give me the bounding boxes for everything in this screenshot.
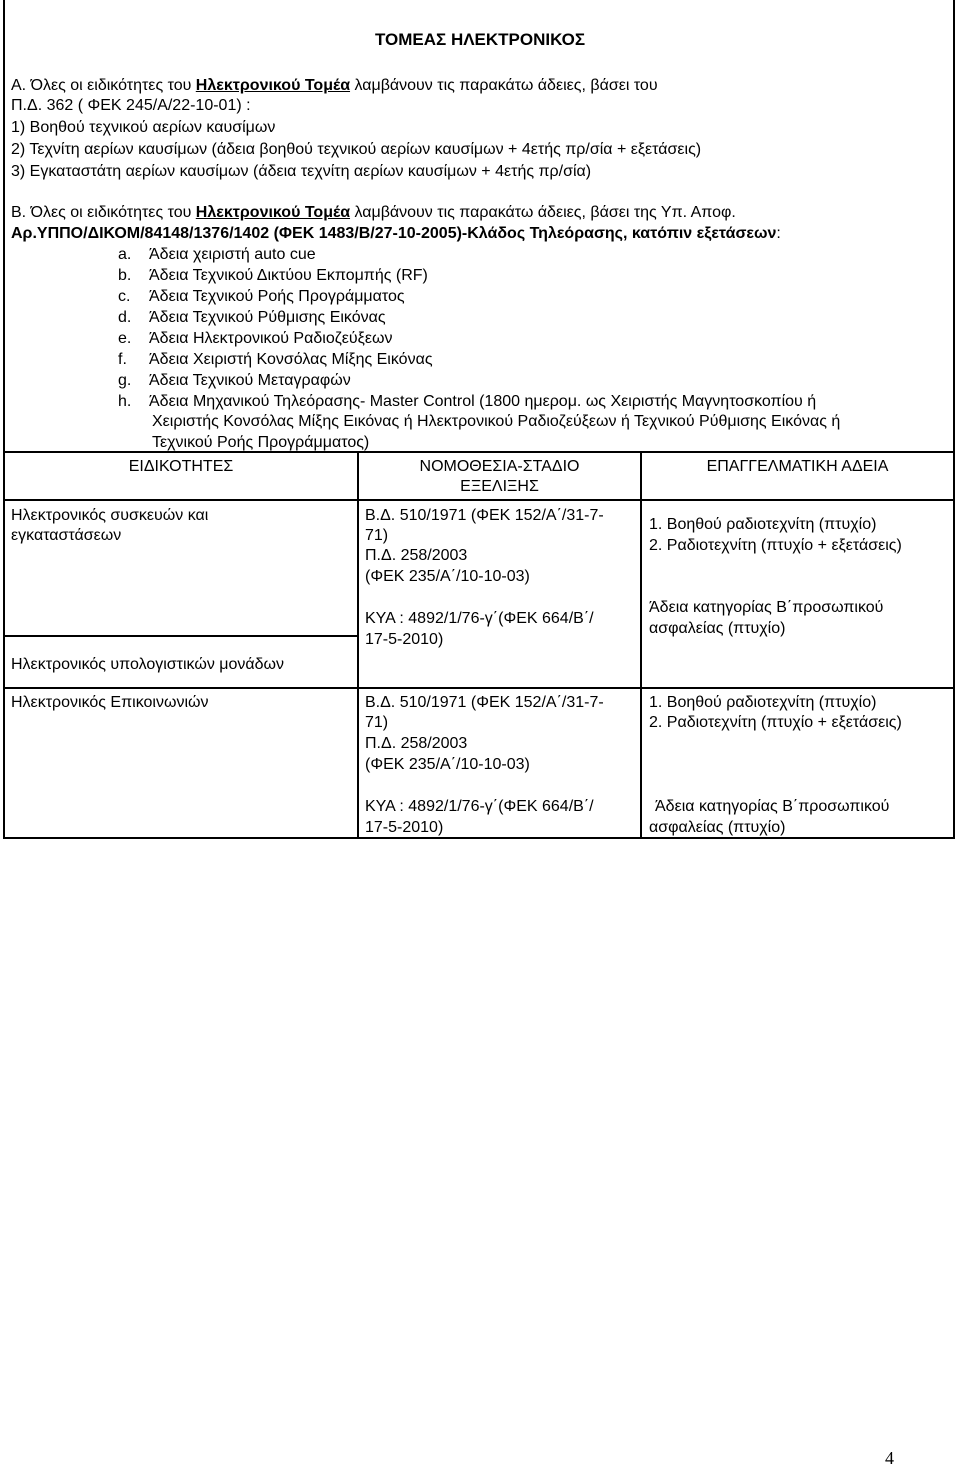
legislation-line: (ΦΕΚ 235/Α΄/10-10-03) bbox=[365, 568, 530, 585]
header-legislation-cont: ΕΞΕΛΙΞΗΣ bbox=[460, 478, 539, 495]
license-line: 1. Βοηθού ραδιοτεχνίτη (πτυχίο) bbox=[649, 516, 877, 533]
table-col-divider bbox=[357, 451, 359, 839]
table-header-divider bbox=[3, 499, 955, 501]
legislation-line: ΚΥΑ : 4892/1/76-γ΄(ΦΕΚ 664/Β΄/ bbox=[365, 610, 594, 627]
header-license: ΕΠΑΓΓΕΛΜΑΤΙΚΗ ΑΔΕΙΑ bbox=[706, 458, 889, 475]
license-line: Άδεια κατηγορίας Β΄προσωπικού bbox=[655, 798, 890, 815]
license-line: ασφαλείας (πτυχίο) bbox=[649, 819, 786, 836]
section-a-item: 1) Βοηθού τεχνικού αερίων καυσίμων bbox=[11, 119, 276, 136]
license-list-item: h. Άδεια Μηχανικού Τηλεόρασης- Master Control (1800 ημερομ. ως Χειριστής Μαγνητοσκοπίου ή bbox=[118, 393, 817, 410]
page-number: 4 bbox=[885, 1448, 894, 1468]
legislation-line: (ΦΕΚ 235/Α΄/10-10-03) bbox=[365, 756, 530, 773]
license-line: Άδεια κατηγορίας Β΄προσωπικού bbox=[649, 599, 884, 616]
legislation-line: 71) bbox=[365, 714, 389, 731]
legislation-line: Β.Δ. 510/1971 (ΦΕΚ 152/Α΄/31-7- bbox=[365, 507, 604, 524]
specialty-cell: Ηλεκτρονικός Επικοινωνιών bbox=[11, 694, 209, 711]
license-list-item: c. Άδεια Τεχνικού Ροής Προγράμματος bbox=[118, 288, 405, 305]
table-border-left bbox=[3, 451, 5, 839]
section-a-law: Π.Δ. 362 ( ΦΕΚ 245/Α/22-10-01) : bbox=[11, 97, 251, 114]
table-border-right bbox=[953, 451, 955, 839]
license-list-item: g. Άδεια Τεχνικού Μεταγραφών bbox=[118, 372, 351, 389]
specialty-cell-cont: εγκαταστάσεων bbox=[11, 527, 122, 544]
license-line: 2. Ραδιοτεχνίτη (πτυχίο + εξετάσεις) bbox=[649, 537, 902, 554]
license-list-item: f. Άδεια Χειριστή Κονσόλας Μίξης Εικόνας bbox=[118, 351, 433, 368]
license-list-item-continuation: Χειριστής Κονσόλας Μίξης Εικόνας ή Ηλεκτρονικού Ραδιοζεύξεων ή Τεχνικού Ρύθμισης Εικόνας ή bbox=[152, 413, 841, 430]
license-list-item-continuation: Τεχνικού Ροής Προγράμματος) bbox=[152, 434, 370, 451]
section-b-intro: Β. Όλες οι ειδικότητες του Ηλεκτρονικού Τομέα λαμβάνουν τις παρακάτω άδειες, βάσει της Υπ. Αποφ. bbox=[11, 204, 736, 221]
page-title: ΤΟΜΕΑΣ ΗΛΕΚΤΡΟΝΙΚΟΣ bbox=[374, 30, 586, 49]
legislation-line: ΚΥΑ : 4892/1/76-γ΄(ΦΕΚ 664/Β΄/ bbox=[365, 798, 594, 815]
table-subrow-divider bbox=[3, 635, 359, 637]
license-table bbox=[3, 451, 955, 839]
license-list-item: e. Άδεια Ηλεκτρονικού Ραδιοζεύξεων bbox=[118, 330, 393, 347]
legislation-line: Β.Δ. 510/1971 (ΦΕΚ 152/Α΄/31-7- bbox=[365, 694, 604, 711]
legislation-line: 71) bbox=[365, 527, 389, 544]
table-col-divider bbox=[640, 451, 642, 839]
section-b-decision: Αρ.ΥΠΠΟ/ΔΙΚΟΜ/84148/1376/1402 (ΦΕΚ 1483/Β/27-10-2005)-Κλάδος Τηλεόρασης, κατόπιν εξετάσεων: bbox=[11, 225, 781, 242]
license-list-item: d. Άδεια Τεχνικού Ρύθμισης Εικόνας bbox=[118, 309, 386, 326]
sector-link: Ηλεκτρονικού Τομέα bbox=[195, 77, 351, 94]
specialty-cell: Ηλεκτρονικός συσκευών και bbox=[11, 507, 209, 524]
license-line: 2. Ραδιοτεχνίτη (πτυχίο + εξετάσεις) bbox=[649, 714, 902, 731]
license-line: ασφαλείας (πτυχίο) bbox=[649, 620, 786, 637]
header-specialty: ΕΙΔΙΚΟΤΗΤΕΣ bbox=[128, 458, 234, 475]
legislation-line: Π.Δ. 258/2003 bbox=[365, 735, 468, 752]
license-list-item: b. Άδεια Τεχνικού Δικτύου Εκπομπής (RF) bbox=[118, 267, 428, 284]
legislation-line: 17-5-2010) bbox=[365, 819, 444, 836]
legislation-line: 17-5-2010) bbox=[365, 631, 444, 648]
license-line: 1. Βοηθού ραδιοτεχνίτη (πτυχίο) bbox=[649, 694, 877, 711]
specialty-cell: Ηλεκτρονικός υπολογιστικών μονάδων bbox=[11, 656, 285, 673]
license-list-item: a. Άδεια χειριστή auto cue bbox=[118, 246, 316, 263]
section-a-item: 3) Εγκαταστάτη αερίων καυσίμων (άδεια τεχνίτη αερίων καυσίμων + 4ετής πρ/σία) bbox=[11, 163, 592, 180]
table-row-divider bbox=[3, 687, 955, 689]
legislation-line: Π.Δ. 258/2003 bbox=[365, 547, 468, 564]
section-a-intro: Α. Όλες οι ειδικότητες του Ηλεκτρονικού Τομέα λαμβάνουν τις παρακάτω άδειες, βάσει του bbox=[11, 77, 658, 94]
section-a-item: 2) Τεχνίτη αερίων καυσίμων (άδεια βοηθού τεχνικού αερίων καυσίμων + 4ετής πρ/σία + εξετάσεις) bbox=[11, 141, 702, 158]
header-legislation: ΝΟΜΟΘΕΣΙΑ-ΣΤΑΔΙΟ bbox=[419, 458, 580, 475]
sector-link: Ηλεκτρονικού Τομέα bbox=[195, 204, 351, 221]
table-border-top bbox=[3, 451, 955, 453]
